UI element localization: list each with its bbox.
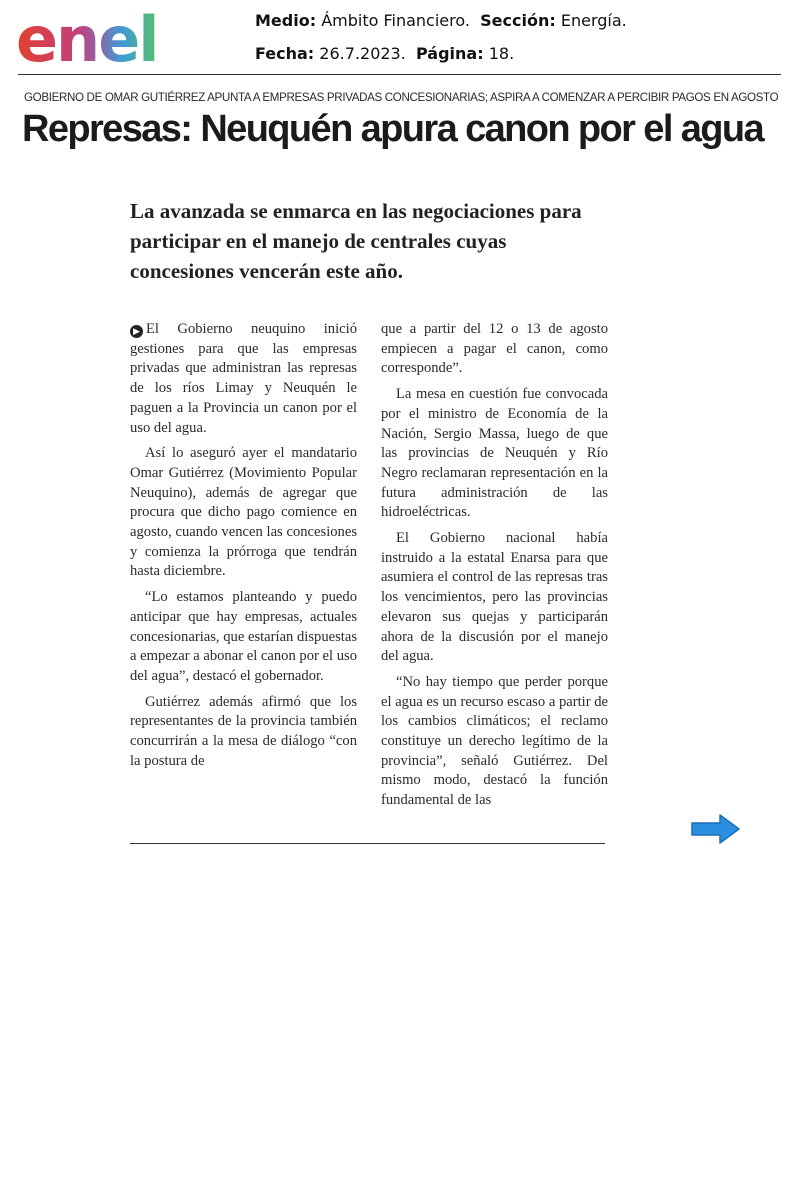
seccion-label: Sección: xyxy=(480,11,556,30)
paragraph: que a partir del 12 o 13 de agosto empiecen a pagar el canon, como corresponde”. xyxy=(381,321,608,377)
article-bottom-divider xyxy=(130,843,605,844)
paragraph: “No hay tiempo que perder porque el agua es un recurso escaso a partir de los cambios climáticos; el reclamo constituye un derecho legítimo de la provincia”, señaló Gutiérrez. Del mismo modo, destacó la función fundamental de las xyxy=(381,673,608,809)
meta-line-1 xyxy=(255,4,627,37)
header-divider xyxy=(18,74,781,75)
article-kicker: GOBIERNO DE OMAR GUTIÉRREZ APUNTA A EMPRESAS PRIVADAS CONCESIONARIAS; ASPIRA A COMENZAR A PERCIBIR PAGOS EN AGOSTO xyxy=(24,91,779,104)
medio-value: Ámbito Financiero. xyxy=(321,11,470,30)
article-column-right xyxy=(381,320,608,817)
paragraph-text: El Gobierno neuquino inició gestiones para que las empresas privadas que administran las represas de los ríos Limay y Neuquén le paguen a la Provincia un canon por el uso del agua. xyxy=(130,321,357,436)
article-headline: Represas: Neuquén apura canon por el agua xyxy=(22,108,764,150)
medio-label: Medio: xyxy=(255,11,317,30)
arrow-right-icon[interactable] xyxy=(690,812,742,846)
paragraph xyxy=(130,320,357,438)
paragraph: La mesa en cuestión fue convocada por el ministro de Economía de la Nación, Sergio Massa, luego de que las provincias de Neuquén y Río Negro reclamaran representación en la futura administración de las hidroeléctricas. xyxy=(381,386,608,521)
triangle-bullet-icon: ▶ xyxy=(130,325,143,338)
seccion-value: Energía. xyxy=(560,11,627,30)
clipping-header xyxy=(0,0,800,76)
paragraph: Gutiérrez además afirmó que los representantes de la provincia también concurrirán a la mesa de diálogo “con la postura de xyxy=(130,693,357,769)
article-lead: La avanzada se enmarca en las negociaciones para participar en el manejo de centrales cuyas concesiones vencerán este año. xyxy=(130,199,582,283)
paragraph: “Lo estamos planteando y puedo anticipar que hay empresas, actuales concesionarias, que estarían dispuestas a empezar a abonar el canon por el uso del agua”, destacó el gobernador. xyxy=(130,589,357,684)
svg-text:enel: enel xyxy=(16,6,158,68)
enel-logo xyxy=(16,6,181,68)
meta-line-2 xyxy=(255,37,627,70)
pagina-value: 18. xyxy=(488,44,515,63)
fecha-value: 26.7.2023. xyxy=(319,44,406,63)
fecha-label: Fecha: xyxy=(255,44,315,63)
paragraph: Así lo aseguró ayer el mandatario Omar Gutiérrez (Movimiento Popular Neuquino), además de agregar que procura que dicho pago comience en agosto, cuando vencen las concesiones y comienza la prórroga que tendrán hasta diciembre. xyxy=(130,445,357,580)
pagina-label: Página: xyxy=(415,44,484,63)
clipping-meta xyxy=(255,4,627,70)
article-column-left xyxy=(130,320,357,777)
paragraph: El Gobierno nacional había instruido a la estatal Enarsa para que asumiera el control de las represas tras los vencimientos, pero las provincias elevaron sus quejas y participarán ahora de la discusión por el manejo del agua. xyxy=(381,530,608,665)
